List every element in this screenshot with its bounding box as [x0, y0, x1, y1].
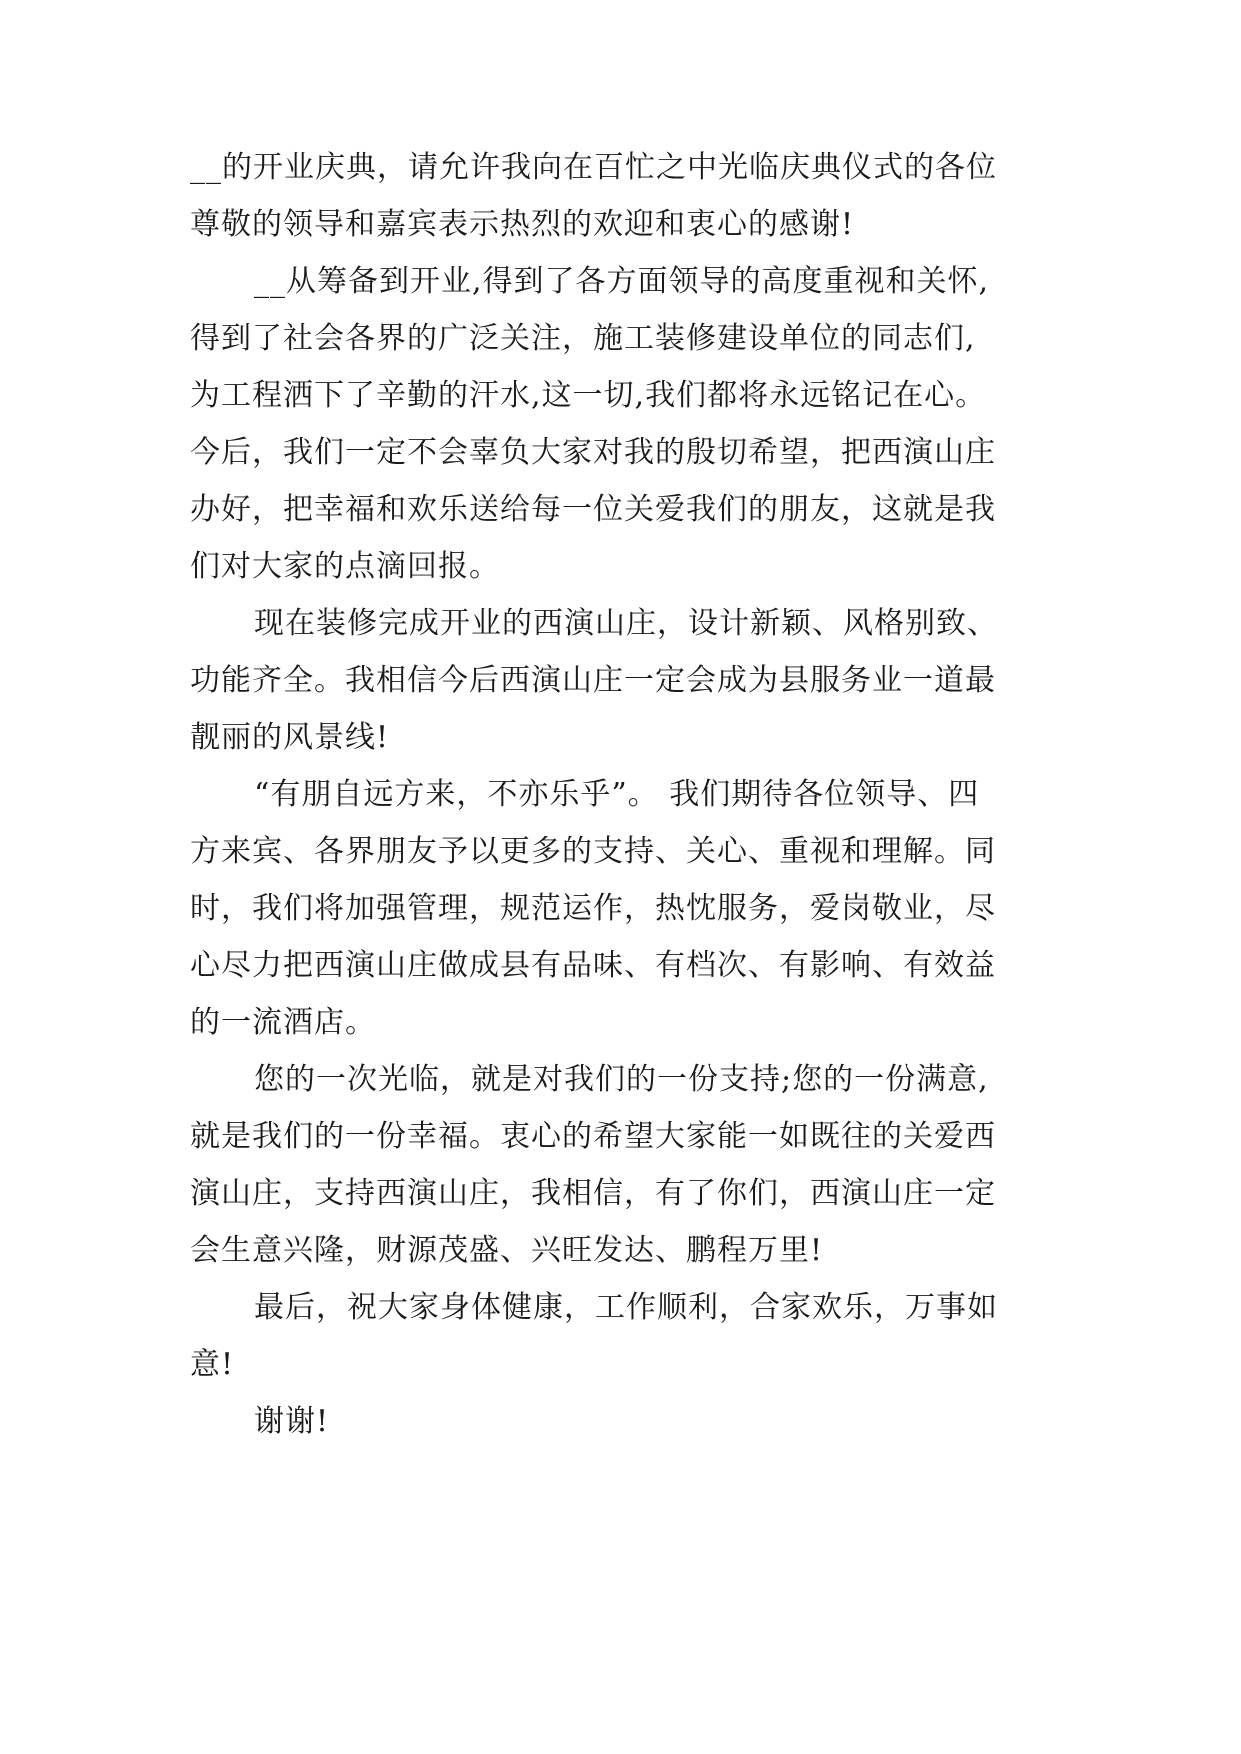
text-line: 意! [190, 1347, 235, 1382]
text-line: 心尽力把西演山庄做成县有品味、有档次、有影响、有效益 [190, 948, 996, 983]
text-line: 现在装修完成开业的西演山庄，设计新颖、风格别致、 [254, 606, 998, 641]
text-line: 尊敬的领导和嘉宾表示热烈的欢迎和衷心的感谢! [190, 207, 855, 242]
text-line: 们对大家的点滴回报。 [190, 549, 500, 584]
text-line: 演山庄，支持西演山庄，我相信，有了你们，西演山庄一定 [190, 1176, 996, 1211]
text-line: 为工程洒下了辛勤的汗水,这一切,我们都将永远铭记在心。 [190, 378, 987, 413]
text-line: 方来宾、各界朋友予以更多的支持、关心、重视和理解。同 [190, 834, 996, 869]
text-line: 办好，把幸福和欢乐送给每一位关爱我们的朋友，这就是我 [190, 492, 996, 527]
text-line: 会生意兴隆，财源茂盛、兴旺发达、鹏程万里! [190, 1233, 824, 1268]
text-line: 您的一次光临，就是对我们的一份支持;您的一份满意, [254, 1062, 989, 1097]
text-line: 时，我们将加强管理，规范运作，热忱服务，爱岗敬业，尽 [190, 891, 996, 926]
text-line: __的开业庆典，请允许我向在百忙之中光临庆典仪式的各位 [190, 150, 997, 185]
text-line: __从筹备到开业,得到了各方面领导的高度重视和关怀, [254, 264, 990, 299]
text-line: 就是我们的一份幸福。衷心的希望大家能一如既往的关爱西 [190, 1119, 996, 1154]
text-line: 得到了社会各界的广泛关注，施工装修建设单位的同志们, [190, 321, 976, 356]
text-line: 谢谢! [254, 1404, 330, 1439]
text-line: “有朋自远方来，不亦乐乎”。 我们期待各位领导、四 [254, 777, 980, 812]
text-line: 靓丽的风景线! [190, 720, 390, 755]
text-line: 今后，我们一定不会辜负大家对我的殷切希望，把西演山庄 [190, 435, 996, 470]
text-line: 功能齐全。我相信今后西演山庄一定会成为县服务业一道最 [190, 663, 996, 698]
text-line: 的一流酒店。 [190, 1005, 376, 1040]
text-line: 最后，祝大家身体健康，工作顺利，合家欢乐，万事如 [254, 1290, 998, 1325]
